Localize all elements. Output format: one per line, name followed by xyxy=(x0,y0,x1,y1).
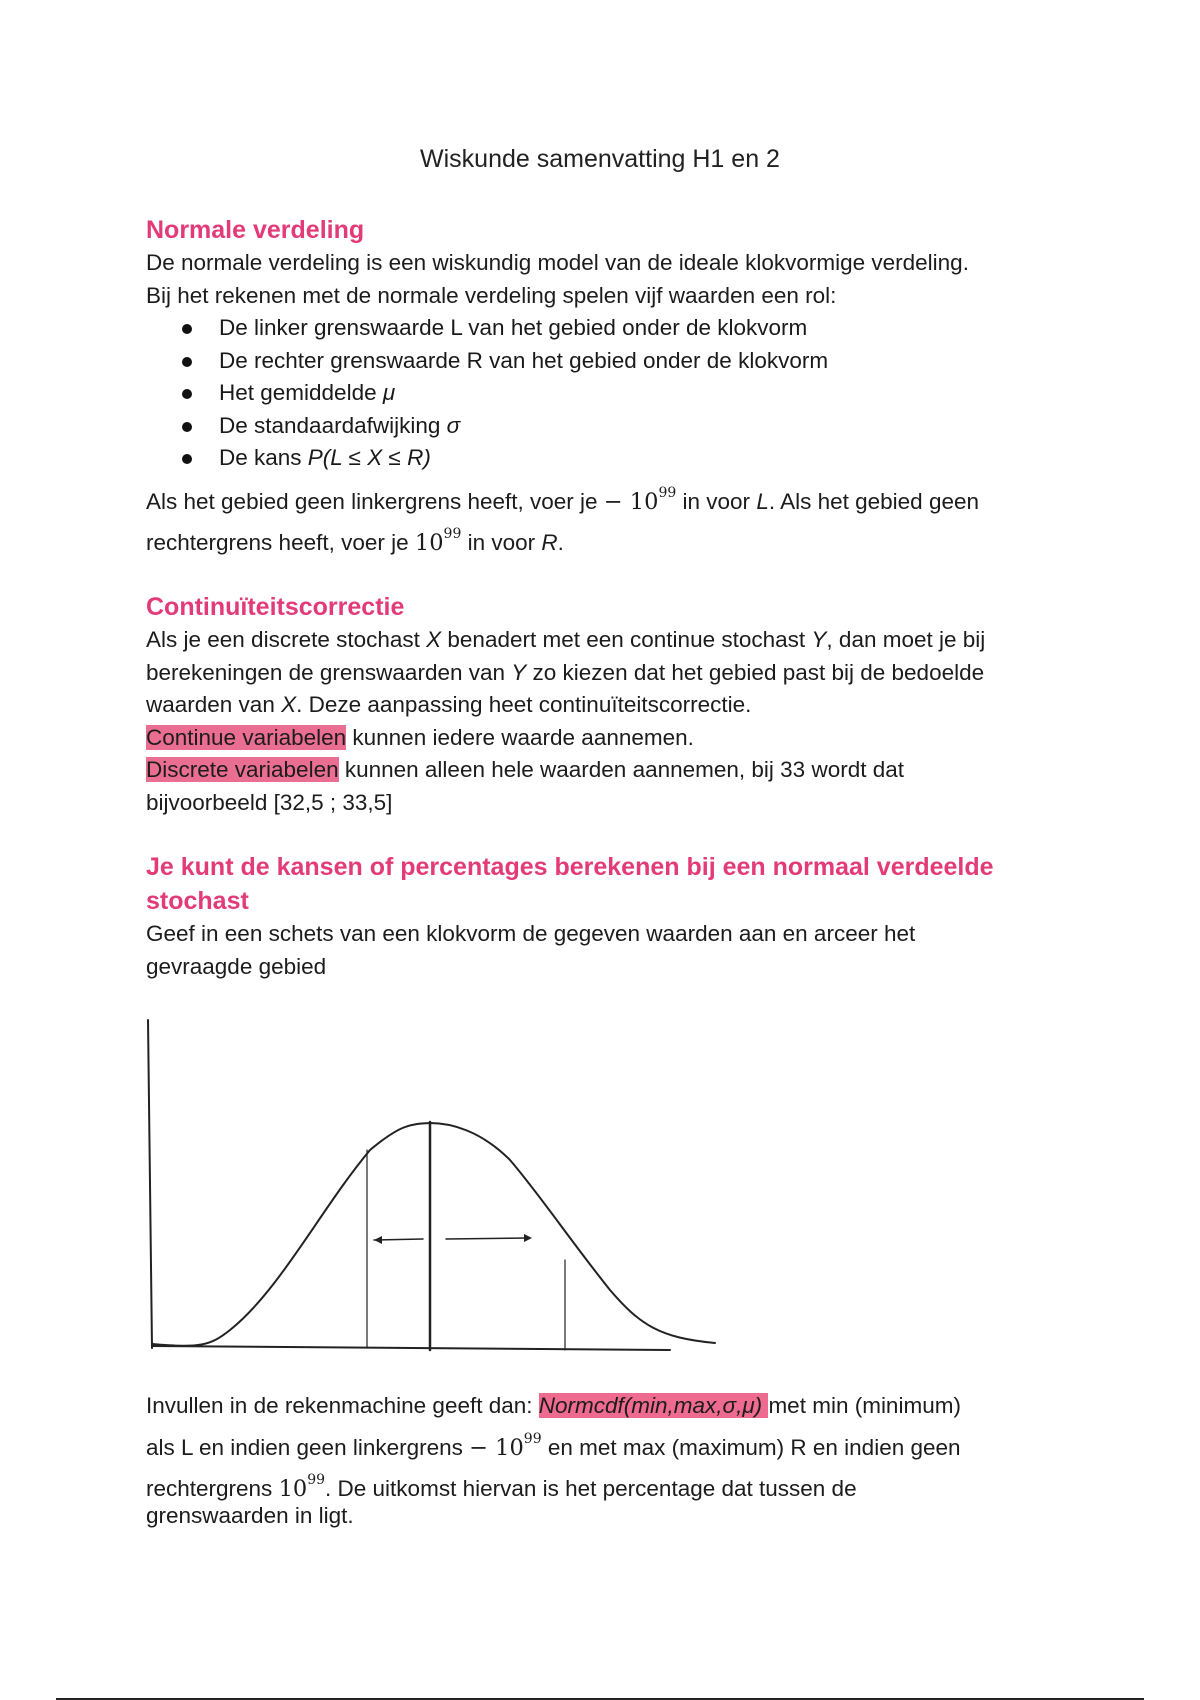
text-line: Bij het rekenen met de normale verdeling spelen vijf waarden een rol: xyxy=(146,282,837,308)
arrow-right xyxy=(446,1238,528,1239)
text-line: Discrete variabelen kunnen alleen hele waarden aannemen, bij 33 wordt dat xyxy=(146,757,904,782)
list-item: De linker grenswaarde L van het gebied onder de klokvorm xyxy=(182,312,1066,345)
text-line: Continue variabelen kunnen iedere waarde aannemen. xyxy=(146,724,694,750)
text-line: grenswaarden in ligt. xyxy=(146,1502,354,1528)
probability-expression: P(L ≤ X ≤ R) xyxy=(307,445,431,470)
text-line: berekeningen de grenswaarden van Y zo kiezen dat het gebied past bij de bedoelde xyxy=(146,659,985,685)
bullet-icon xyxy=(182,454,192,464)
arrowhead-left-icon xyxy=(374,1236,382,1244)
bullet-icon xyxy=(182,422,192,432)
heading-normale-verdeling: Normale verdeling xyxy=(146,216,365,244)
bullet-icon xyxy=(182,357,192,367)
paragraph-normcdf: Invullen in de rekenmachine geeft dan: Normcdf(min,max,σ,μ) met min (minimum) als L en indien geen linkergrens − $10^{99}$ en met max (maximum) R en indien geen rechtergrens $10^{99}$. De uitkomst hiervan is het percentage dat tussen de xyxy=(146,1393,961,1502)
x-axis xyxy=(152,1346,670,1350)
section-rekenmachine xyxy=(146,1390,1066,1532)
highlight-continue-variabelen: Continue variabelen xyxy=(146,724,347,750)
highlight-discrete-variabelen: Discrete variabelen xyxy=(146,757,339,782)
section-normale-verdeling xyxy=(146,213,1066,560)
text-line: waarden van X. Deze aanpassing heet continuïteitscorrectie. xyxy=(146,692,752,717)
bullet-icon xyxy=(182,324,192,334)
text-line: Geef in een schets van een klokvorm de gegeven waarden aan en arceer het xyxy=(146,921,916,946)
text-line: gevraagde gebied xyxy=(146,953,327,979)
list-item: De rechter grenswaarde R van het gebied onder de klokvorm xyxy=(182,345,1066,378)
mu-symbol: μ xyxy=(382,380,396,405)
list-item: De kans P(L ≤ X ≤ R) xyxy=(182,442,1066,475)
sigma-symbol: σ xyxy=(446,412,461,438)
y-axis xyxy=(148,1020,152,1348)
bullet-icon xyxy=(182,389,192,399)
text-line: bijvoorbeeld [32,5 ; 33,5] xyxy=(146,789,393,815)
text-line: De normale verdeling is een wiskundig model van de ideale klokvormige verdeling. xyxy=(146,250,969,275)
heading-kansen-berekenen: Je kunt de kansen of percentages berekenen bij een normaal verdeelde stochast xyxy=(146,853,994,915)
paragraph-limits: Als het gebied geen linkergrens heeft, voer je − $10^{99}$ in voor L. Als het gebied geen rechtergrens heeft, voer je $10^{99}$ in voor R. xyxy=(146,484,979,556)
section-kansen-berekenen xyxy=(146,850,1066,983)
bell-curve-sketch xyxy=(140,1010,730,1360)
list-item: Het gemiddelde μ xyxy=(182,377,1066,410)
list-item: De standaardafwijking σ xyxy=(182,410,1066,443)
arrowhead-right-icon xyxy=(524,1234,532,1242)
section-continuiteitscorrectie xyxy=(146,590,1066,819)
bell-curve xyxy=(152,1123,715,1346)
highlight-normcdf: Normcdf(min,max,σ,μ) xyxy=(538,1393,769,1418)
document-title: Wiskunde samenvatting H1 en 2 xyxy=(420,145,780,173)
text-line: Als je een discrete stochast X benadert met een continue stochast Y, dan moet je bij xyxy=(146,627,986,652)
heading-continuiteitscorrectie: Continuïteitscorrectie xyxy=(146,593,405,621)
bullet-list xyxy=(146,312,1066,475)
